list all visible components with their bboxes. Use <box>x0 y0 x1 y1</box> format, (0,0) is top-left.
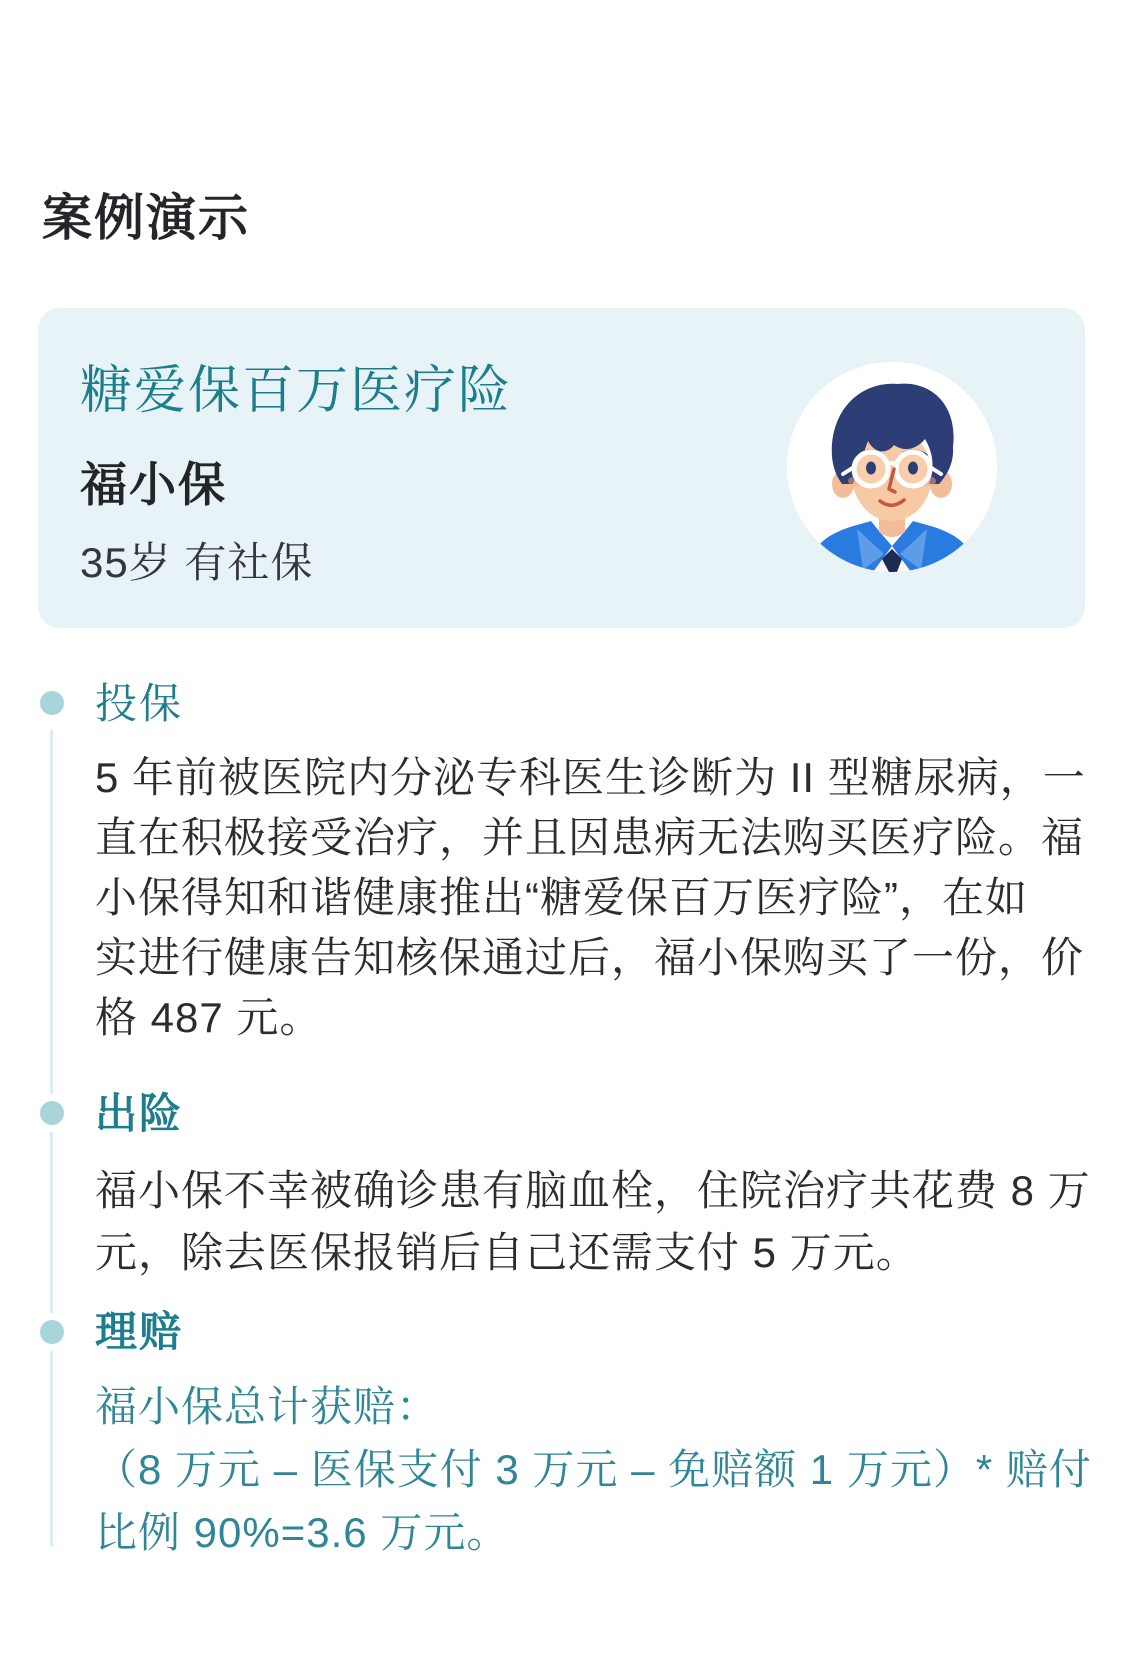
timeline-dot-insure <box>40 691 64 715</box>
product-name: 糖爱保百万医疗险 <box>80 362 513 420</box>
section-body-line: 小保得知和谐健康推出“糖爱保百万医疗险”，在如 <box>95 874 1028 921</box>
section-body-line: 元，除去医保报销后自己还需支付 5 万元。 <box>95 1229 919 1276</box>
person-name: 福小保 <box>80 458 227 511</box>
person-meta: 35岁 有社保 <box>80 539 314 586</box>
section-heading-incident: 出险 <box>95 1090 184 1137</box>
section-body-line: 福小保总计获赔： <box>95 1383 440 1430</box>
section-body-line: （8 万元 – 医保支付 3 万元 – 免赔额 1 万元）* 赔付 <box>95 1446 1092 1493</box>
section-body-insure <box>95 748 1086 1048</box>
section-body-line: 实进行健康告知核保通过后，福小保购买了一份，价 <box>95 934 1085 981</box>
timeline-dot-incident <box>40 1101 64 1125</box>
section-body-line: 5 年前被医院内分泌专科医生诊断为 II 型糖尿病，一 <box>95 754 1086 801</box>
section-heading-insure: 投保 <box>95 680 184 727</box>
section-heading-claim: 理赔 <box>95 1308 184 1355</box>
product-card <box>38 308 1085 628</box>
timeline-dot-claim <box>40 1320 64 1344</box>
page-title: 案例演示 <box>42 190 250 246</box>
avatar <box>787 362 997 572</box>
section-body-line: 比例 90%=3.6 万元。 <box>95 1509 510 1556</box>
person-avatar-icon <box>787 362 997 572</box>
section-body-line: 福小保不幸被确诊患有脑血栓，住院治疗共花费 8 万 <box>95 1167 1091 1214</box>
section-body-incident <box>95 1160 1091 1284</box>
section-body-claim <box>95 1375 1092 1564</box>
section-body-line: 格 487 元。 <box>95 994 323 1041</box>
timeline-line <box>50 730 53 1547</box>
section-body-line: 直在积极接受治疗，并且因患病无法购买医疗险。福 <box>95 814 1085 861</box>
